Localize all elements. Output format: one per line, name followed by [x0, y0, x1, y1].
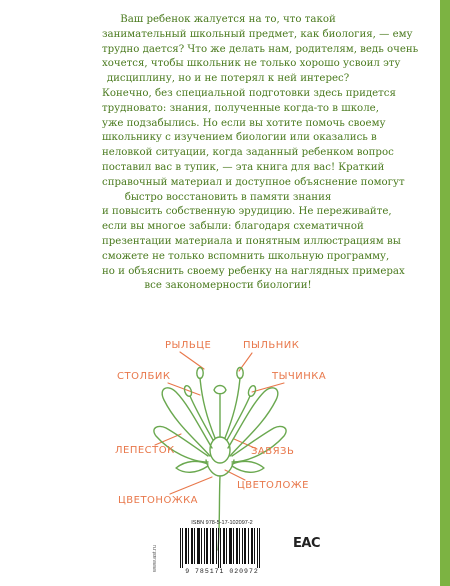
anther-right-2: [247, 385, 257, 398]
blurb-line: но и объяснить своему ребенку на наглядных примерах: [102, 265, 405, 277]
blurb-line: трудновато: знания, полученные когда-то в школе,: [102, 102, 379, 114]
stamen-left-2: [190, 396, 213, 440]
eac-mark-icon: EAC: [293, 536, 320, 551]
blurb-line: Ваш ребенок жалуется на то, что такой: [120, 14, 336, 25]
blurb-line: быстро восстановить в памяти знания: [124, 191, 332, 203]
leader-line-tychinka: [252, 383, 284, 392]
blurb-line: хочется, чтобы школьник не только хорошо усвоил эту: [102, 58, 401, 70]
publisher-site: www.ast.ru: [152, 545, 158, 572]
blurb-line: сможете не только вспомнить школьную программу,: [102, 250, 390, 262]
isbn-label: ISBN 978-5-17-102097-2: [191, 520, 253, 526]
leader-line-tsvetonozhka: [170, 477, 212, 494]
label-tsvetolozhe: ЦВЕТОЛОЖЕ: [237, 480, 309, 491]
label-pylnik: ПЫЛЬНИК: [243, 340, 300, 351]
barcode-block: [176, 520, 268, 576]
label-tsvetonozhka: ЦВЕТОНОЖКА: [118, 495, 199, 506]
blurb-line: презентации материала и понятным иллюстрациям вы: [102, 235, 401, 247]
label-pyltse: РЫЛЬЦЕ: [165, 340, 212, 351]
barcode-digits: 9 785171 020972: [185, 568, 259, 575]
sepal-right: [232, 461, 264, 472]
stamen-right-2: [227, 396, 250, 440]
label-zavyaz: ЗАВЯЗЬ: [251, 446, 295, 457]
blurb-line: занимательный школьный предмет, как биология, — ему: [102, 28, 413, 40]
blurb-line: поставил вас в тупик, — эта книга для вас! Краткий: [102, 161, 385, 173]
label-tychinka: ТЫЧИНКА: [272, 371, 327, 382]
leader-line-pyltse: [180, 352, 204, 369]
flower-stigma: [214, 386, 226, 394]
blurb-line: уже подзабылись. Но если вы хотите помочь своему: [102, 117, 386, 129]
blurb-line: дисциплину, но и не потерял к ней интерес?: [106, 73, 350, 85]
blurb-line: трудно дается? Что же делать нам, родителям, ведь очень: [102, 43, 419, 55]
blurb-line: все закономерности биологии!: [144, 280, 312, 292]
sepal-left: [176, 461, 208, 472]
flower-ovary: [210, 437, 230, 463]
label-stolbik: СТОЛБИК: [117, 371, 171, 382]
blurb-line: неловкой ситуации, когда заданный ребенком вопрос: [102, 147, 394, 159]
blurb-line: и повысить собственную эрудицию. Не переживайте,: [102, 206, 392, 218]
blurb-line: если вы многое забыли: благодаря схематичной: [102, 221, 364, 233]
blurb-line: справочный материал и доступное объяснение помогут: [102, 176, 405, 188]
blurb-line: Конечно, без специальной подготовки здесь придется: [102, 87, 396, 99]
label-lepestok: ЛЕПЕСТОК: [115, 445, 175, 456]
blurb-line: школьнику с изучением биологии или оказались в: [102, 132, 377, 144]
anther-left-1: [197, 368, 203, 379]
barcode-icon: [176, 528, 268, 568]
